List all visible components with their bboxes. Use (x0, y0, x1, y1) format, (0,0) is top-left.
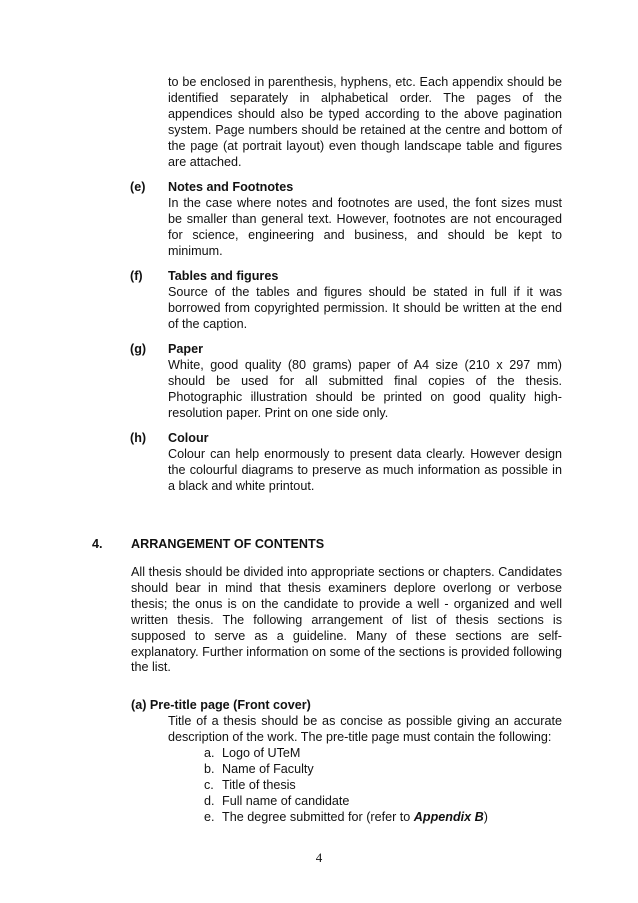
appendix-reference: Appendix B (413, 809, 484, 824)
list-item-text: Full name of candidate (222, 793, 350, 808)
list-item-suffix: ) (483, 809, 488, 824)
list-item-label: b. (204, 761, 215, 776)
list-item-label: d. (204, 793, 215, 808)
subsection-body: Title of a thesis should be as concise as possible giving an accurate description of the work. The pre-title page must contain the following: (168, 714, 562, 744)
list-item (204, 762, 488, 778)
item-body-colour: Colour can help enormously to present data clearly. However design the colourful diagrams to preserve as much information as possible in a black and white printout. (168, 447, 562, 493)
list-item (204, 746, 488, 762)
list-item (204, 778, 488, 794)
item-body-paper: White, good quality (80 grams) paper of A4 size (210 x 297 mm) should be used for all submitted final copies of the thesis. Photographic illustration should be printed on good quality high-resolution paper. Print on one side only. (168, 358, 562, 420)
item-body-notes-footnotes: In the case where notes and footnotes are used, the font sizes must be smaller than general text. However, footnotes are not encouraged for science, engineering and business, and should be kept to minimum. (168, 196, 562, 258)
item-letter-f: (f) (130, 269, 143, 283)
intro-paragraph: to be enclosed in parenthesis, hyphens, etc. Each appendix should be identified separately in alphabetical order. The pages of the appendices should also be typed according to the above pagination system. Page numbers should be retained at the centre and bottom of the page (at portrait layout) even though landscape table and figures are attached. (168, 75, 562, 169)
list-item (204, 794, 488, 810)
list-item-text: Title of thesis (222, 777, 296, 792)
section-title: ARRANGEMENT OF CONTENTS (131, 537, 325, 551)
item-letter-h: (h) (130, 431, 147, 445)
list-item (204, 810, 488, 826)
list-item-text: Name of Faculty (222, 761, 314, 776)
item-title-colour: Colour (168, 431, 209, 445)
item-letter-e: (e) (130, 180, 146, 194)
list-item-label: e. (204, 809, 215, 824)
item-letter-g: (g) (130, 342, 147, 356)
list-item-label: a. (204, 746, 215, 760)
page-number: 4 (315, 850, 323, 865)
list-item-label: c. (204, 777, 214, 792)
section-body: All thesis should be divided into appropriate sections or chapters. Candidates should bear in mind that thesis examiners deplore overlong or verbose thesis; the onus is on the candidate to provide a well - organized and well written thesis. The following arrangement of list of thesis sections is supposed to serve as a guideline. Many of these sections are self-explanatory. Further information on some of the sections is provided following the list. (131, 565, 562, 675)
item-body-tables-figures: Source of the tables and figures should be stated in full if it was borrowed from copyrighted permission. It should be written at the end of the caption. (168, 285, 562, 331)
item-title-tables-figures: Tables and figures (168, 269, 279, 283)
item-title-notes-footnotes: Notes and Footnotes (168, 180, 294, 194)
list-item-text: Logo of UTeM (222, 746, 301, 760)
pre-title-contents-list (204, 746, 488, 825)
item-title-paper: Paper (168, 342, 204, 356)
section-number: 4. (92, 537, 103, 551)
list-item-text: The degree submitted for (refer to (222, 809, 414, 824)
subsection-heading: (a) Pre-title page (Front cover) (131, 698, 311, 712)
